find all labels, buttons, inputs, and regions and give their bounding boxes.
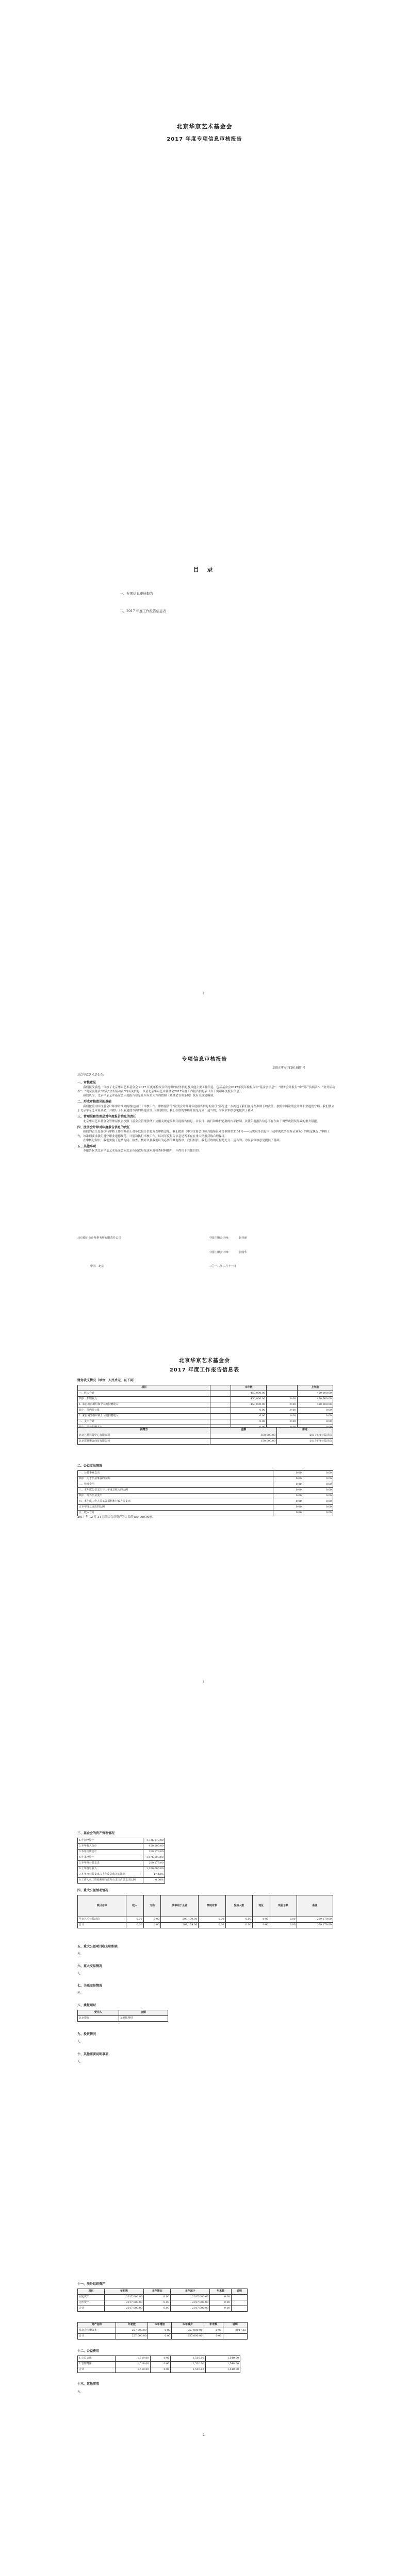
t11-row-cell: 0.00	[144, 2300, 171, 2306]
t2-row-cell: 0.00	[273, 1488, 303, 1494]
t3-row-cell: 1,976,898.00	[143, 1855, 165, 1861]
t6-none: 无。	[77, 1972, 84, 1975]
t2-row-cell: 0.00	[273, 1511, 303, 1516]
t12-row-cell: 1,510.00	[171, 2362, 205, 2367]
t11-row-cell	[231, 2300, 247, 2306]
t11b-col-5: 说明	[223, 2323, 248, 2328]
t11-row-cell: 无形资产	[78, 2300, 105, 2306]
t6-title: 六、重大交易情况	[77, 1964, 103, 1968]
t1-row-cell: 450,000.00	[231, 1397, 267, 1402]
t2-row-cell: 0.00	[303, 1494, 333, 1499]
t11b-row-cell: 0.00	[204, 2334, 223, 2340]
t3-row-cell: 3.本年支出合计	[78, 1850, 143, 1855]
t13-title: 十三、其他事项	[77, 2382, 100, 2386]
t11b-row-cell: 0.00	[204, 2328, 223, 2334]
audit-s1-body2: 我们认为，北京华京艺术基金会年度报告信息在所有重大方面按照《基金会管理条例》及有关规定编制。	[83, 1094, 216, 1097]
t1b-row-cell: 北京富腾聚合商贸有限公司	[78, 1439, 210, 1445]
toc-heading-wrap	[0, 566, 409, 574]
t12-row	[78, 2362, 240, 2367]
t2-row-cell: 0.00	[303, 1505, 333, 1511]
t4-col-8: 备注	[297, 1895, 333, 1917]
t4-row	[78, 1923, 333, 1928]
t2-row-cell: 0.00	[303, 1499, 333, 1505]
audit-s4-body2: 在审核过程中，我们实施了包括询问、检查、核对以及我们认为必要的其他程序。我们相信，我们获取的证据是充分、适当的，为发表审核意见提供了基础。	[83, 1139, 283, 1142]
t4-row-cell: 0.00	[252, 1917, 270, 1923]
info-page-number-1: 1	[203, 1681, 205, 1684]
t2-row	[78, 1471, 333, 1477]
t12-row-cell: 1.公益支出	[78, 2356, 116, 2362]
audit-s1-body: 我们接受委托，审核了北京华京艺术基金会 2017 年度年检报告所提供的财务信息及其他主要工作信息，包括基金会2017年度年检报告中“基金会信息”、“财务会计报告”中“资产负债表”、“业务活动表”、“现金流量表”以及“业务活动表”的有关信息，以及北京华京艺术基金会2017年度工作报告信息表（以下简称年度报告信息）。	[77, 1086, 335, 1093]
t3-table	[77, 1838, 165, 1884]
t3-title: 三、基金会的资产管理情况	[77, 1832, 115, 1835]
t11-header-row	[78, 2289, 248, 2295]
t11b-row-cell: 基金会注册资本	[78, 2328, 116, 2334]
t2-row	[78, 1482, 333, 1488]
t11b-row	[78, 2334, 248, 2340]
t1-table	[77, 1385, 333, 1431]
audit-cpa1-label: 中国注册会计师：	[209, 1236, 231, 1240]
t2-row-cell: 0.00	[303, 1477, 333, 1482]
t12-row-cell: 2.管理费用	[78, 2362, 116, 2367]
t12-row-cell: 1,540.00	[205, 2362, 240, 2367]
t13-none: 无。	[77, 2391, 84, 2394]
t11b-col-4: 年末数	[204, 2323, 223, 2328]
t1b-col-amount: 金额	[210, 1428, 277, 1433]
t1-row-cell: 0.00	[267, 1397, 297, 1402]
t4-col-4: 资助对象	[199, 1895, 225, 1917]
t11-col-4: 年末数	[210, 2289, 231, 2295]
t11b-col-0: 资产名称	[78, 2323, 116, 2328]
t1-row-cell: 450,000.00	[297, 1397, 333, 1402]
t1-row	[78, 1397, 333, 1402]
t2-row-cell: 0.00	[273, 1482, 303, 1488]
t1b-col-purpose: 用途	[277, 1428, 333, 1433]
t11-row-cell: 2017,000.00	[171, 2300, 210, 2306]
t4-title: 四、重大公益活动情况	[77, 1889, 109, 1892]
t12-row-cell: 1,540.00	[205, 2356, 240, 2362]
audit-s5-body: 本报告仅供北京华京艺术基金会向北京市民政局报送年度检查材料使用，不得用于其他目的。	[83, 1149, 202, 1153]
t4-row-cell: 209,179.00	[161, 1923, 199, 1928]
t1-row-cell: 二、支出合计	[78, 1419, 210, 1425]
t1-row-cell: 0.00	[231, 1419, 267, 1425]
t1-row-cell: 1. 来自境内组织和个人的捐赠收入	[78, 1402, 210, 1408]
t4-table	[77, 1895, 333, 1928]
t1-row-cell	[210, 1408, 231, 1414]
t11-row-cell: 0.00	[144, 2306, 171, 2312]
t1b-row-cell: 2017年度公益活动	[277, 1433, 333, 1439]
info-page-number-2: 2	[203, 2433, 205, 2437]
t1b-row	[78, 1439, 333, 1445]
toc-heading: 目 录	[193, 566, 216, 573]
t3-row-cell: 17.43%	[143, 1872, 165, 1878]
t4-row-cell: 209,179.00	[297, 1923, 333, 1928]
t5-none: 无。	[77, 1953, 84, 1956]
t1-row-cell: 0.00	[267, 1408, 297, 1414]
t3-row-cell: 209,179.00	[143, 1850, 165, 1855]
toc-item-2[interactable]: 二、2017 年度工作报告信息表	[120, 609, 167, 613]
t11b-row-cell: 257,000.00	[172, 2328, 204, 2334]
t3-row-cell: 7.本年度公益支出占上年度总收入的比例	[78, 1872, 143, 1878]
t2-row	[78, 1488, 333, 1494]
t11-title: 十一、境外组织资产	[77, 2282, 106, 2286]
t1b-col-donor: 捐赠方	[78, 1428, 210, 1433]
t11-col-2: 本年增加	[144, 2289, 171, 2295]
t1-row-cell: 450,000.00	[231, 1402, 267, 1408]
t1b-table	[77, 1427, 333, 1445]
t4-row-cell: 0.00	[270, 1917, 297, 1923]
t4-row-cell: 0.00	[143, 1923, 161, 1928]
t11-col-3: 本年减少	[171, 2289, 210, 2295]
t8-row-cell: 北京银行	[78, 2016, 119, 2022]
t10-none: 无。	[77, 2060, 84, 2063]
cover-report-title: 2017 年度专项信息审核报告	[167, 136, 242, 142]
t8-row	[78, 2016, 168, 2022]
t10-title: 十、其他需要说明事项	[77, 2053, 109, 2056]
info-header	[0, 1358, 409, 1374]
t1-header-row	[78, 1385, 333, 1391]
t3-row	[78, 1872, 165, 1878]
t11-row-cell	[231, 2295, 247, 2300]
t3-row-cell: 1.年初净资产	[78, 1838, 143, 1844]
cover	[0, 123, 409, 143]
t11b-col-2: 本年增加	[148, 2323, 172, 2328]
t3-row-cell: 8.工作人员工资福利和行政办公支出占总支出比例	[78, 1878, 143, 1884]
t3-row	[78, 1878, 165, 1884]
t1b-row-cell: 150,000.00	[210, 1439, 277, 1445]
t1-row-cell	[210, 1391, 231, 1397]
t3-row	[78, 1844, 165, 1850]
t1b-row-cell: 300,000.00	[210, 1433, 277, 1439]
t4-col-5: 受益人数	[225, 1895, 252, 1917]
audit-title: 专项信息审核报告	[182, 1057, 227, 1062]
audit-s2-body: 我们按照中国注册会计师审计准则的规定执行了审核工作。审核报告的“注册会计师对年度报告信息的责任”部分进一步阐述了我们在这些准则下的责任。按照中国注册会计师职业道德守则，我们独立于北京华京艺术基金会，并履行了职业道德方面的其他责任。我们相信，我们获取的审核证据是充分、适当的，为发表审核意见提供了基础。	[77, 1105, 334, 1112]
audit-s2-title: 二、形成审核意见的基础	[77, 1100, 112, 1104]
t1b-row	[78, 1433, 333, 1439]
audit-body	[77, 1081, 335, 1154]
t11b-header-row	[78, 2323, 248, 2328]
t4-row-cell: 0.00	[225, 1917, 252, 1923]
t2-row	[78, 1477, 333, 1482]
t1-row	[78, 1408, 333, 1414]
t1-row	[78, 1402, 333, 1408]
t2-table	[77, 1470, 333, 1516]
t11-row-cell: 2017,000.00	[104, 2306, 143, 2312]
t4-row-cell: 0.00	[225, 1923, 252, 1928]
t11-row	[78, 2295, 248, 2300]
t11-row-cell: 0.00	[210, 2295, 231, 2300]
t9-title: 九、投资情况	[77, 2032, 96, 2036]
t1-row	[78, 1414, 333, 1419]
t11-col-5: 说明	[231, 2289, 247, 2295]
t1-row-cell: 0.00	[231, 1408, 267, 1414]
t4-header-row	[78, 1895, 333, 1917]
t11b-row-cell: 257,000.00	[116, 2334, 148, 2340]
t11b-row-cell: 0.00	[148, 2328, 172, 2334]
t2-row-cell: 五、收入合计	[78, 1511, 273, 1516]
t8-title: 八、委托理财	[77, 2004, 96, 2007]
t12-title: 十二、公益费用	[77, 2349, 100, 2353]
t2-row-cell: 0.00	[303, 1482, 333, 1488]
info-report: 2017 年度工作报告信息表	[169, 1367, 240, 1373]
t11-row	[78, 2306, 248, 2312]
t11-row-cell: 2017,000.00	[104, 2300, 143, 2306]
t1-row-cell: 0.00	[267, 1419, 297, 1425]
t1-row-cell: 其中：捐赠收入	[78, 1397, 210, 1402]
t11-table	[77, 2289, 248, 2312]
t2-row-cell: 0.00	[273, 1499, 303, 1505]
t11-row-cell: 0.00	[210, 2306, 231, 2312]
t11-row-cell: 0.00	[210, 2300, 231, 2306]
t12-row-cell: 合计	[78, 2367, 116, 2373]
t4-col-6: 地区	[252, 1895, 270, 1917]
t2-row-cell: 一、公益事业支出	[78, 1471, 273, 1477]
t11-row-cell: 合计	[78, 2306, 105, 2312]
t4-col-0: 项目名称	[78, 1895, 126, 1917]
t11b-row	[78, 2328, 248, 2334]
t7-none: 无。	[77, 1992, 84, 1995]
t1-row-cell: 450,000.00	[297, 1402, 333, 1408]
t4-col-2: 支出	[143, 1895, 161, 1917]
t9-none: 无。	[77, 2040, 84, 2043]
t1-row-cell: 0.00	[267, 1402, 297, 1408]
t4-row-cell: 0.00	[252, 1923, 270, 1928]
t2-row	[78, 1499, 333, 1505]
t11-row	[78, 2300, 248, 2306]
t11b-col-1: 年初数	[116, 2323, 148, 2328]
t3-row-cell: 450,000.00	[143, 1844, 165, 1850]
t3-row-cell: 1,736,077.00	[143, 1838, 165, 1844]
t8-col-0: 受托人	[78, 2010, 119, 2016]
t4-col-7: 项目总额	[270, 1895, 297, 1917]
t4-row-cell: 0.00	[270, 1923, 297, 1928]
t2-row	[78, 1505, 333, 1511]
t2-row-cell: 其中：境外公益支出	[78, 1494, 273, 1499]
t2-row-cell: 0.00	[273, 1494, 303, 1499]
t2-row-cell: 0.00	[273, 1471, 303, 1477]
t1-row-cell	[210, 1414, 231, 1419]
t1-row	[78, 1391, 333, 1397]
t12-row	[78, 2367, 240, 2373]
t3-row	[78, 1850, 165, 1855]
toc-item-1[interactable]: 一、专项信息审核报告	[120, 591, 153, 596]
t11b-row-cell: 257,000.00	[116, 2328, 148, 2334]
t3-row	[78, 1867, 165, 1872]
t4-col-3: 其中用于公益	[161, 1895, 199, 1917]
t11-row-cell: 0.00	[144, 2295, 171, 2300]
audit-date: 二〇一八年二月十一日	[209, 1265, 236, 1268]
t12-row-cell: 1,540.00	[205, 2367, 240, 2373]
info-org: 北京华京艺术基金会	[179, 1358, 230, 1364]
t2-row	[78, 1494, 333, 1499]
t11-row-cell: 2017,000.00	[171, 2306, 210, 2312]
t3-row	[78, 1838, 165, 1844]
t1-row-cell: 450,000.00	[231, 1391, 267, 1397]
t1-row-cell: 一、收入合计	[78, 1391, 210, 1397]
t12-row-cell: 1,510.00	[116, 2356, 150, 2362]
audit-ref: 京德正审专字[2018]第 号	[272, 1066, 306, 1070]
audit-s5-title: 五、其他事项	[77, 1144, 96, 1148]
t1-row-cell: 0.00	[297, 1408, 333, 1414]
t11-col-0: 项目	[78, 2289, 105, 2295]
t4-row-cell: 209,179.00	[297, 1917, 333, 1923]
t2-row-cell: 0.00	[273, 1505, 303, 1511]
t1-row-cell: 0.00	[231, 1414, 267, 1419]
t2-row-cell: 三、本年度公益支出与上年度总收入的比例	[78, 1488, 273, 1494]
t2-row-cell: 占本年度总支出的比例	[78, 1505, 273, 1511]
audit-s4-body: 我们的责任是在执行审核工作的基础上对年度报告信息发表审核意见。我们按照《中国注册会计师其他鉴证业务准则第3101号——历史财务信息审计或审阅以外的鉴证业务》的规定执行了审核工作，该准则要求我们遵守职业道德规范，计划和执行审核工作，以对年度报告信息是否不存在重大错报获取合理保证。	[77, 1130, 330, 1138]
toc-page-number: 1	[203, 992, 205, 995]
t2-row-cell: 0.00	[273, 1477, 303, 1482]
t8-header-row	[78, 2010, 168, 2016]
t1b-row-cell: 北京艺德科贸中心有限公司	[78, 1433, 210, 1439]
audit-s4-title: 四、注册会计师对年度报告信息的责任	[77, 1125, 130, 1129]
t11b-col-3: 本年减少	[172, 2323, 204, 2328]
t12-row-cell: 1,510.00	[116, 2367, 150, 2373]
t3-row-cell: 2.本年收入合计	[78, 1844, 143, 1850]
t1-row-cell: 其中：境内非公募	[78, 1408, 210, 1414]
t11b-row-cell: 2017.12	[223, 2328, 248, 2334]
t2-row-cell: 其中：用于公益事业的支出	[78, 1477, 273, 1482]
t11b-row-cell: 257,000.00	[172, 2334, 204, 2340]
t4-row-cell: 0.00	[199, 1923, 225, 1928]
t4-row-cell: 0.00	[199, 1917, 225, 1923]
t12-row-cell: 0.00	[150, 2367, 171, 2373]
t12-row-cell: 0.00	[150, 2356, 171, 2362]
t4-col-1: 收入	[126, 1895, 143, 1917]
t8-row-cell: 无委托理财	[119, 2016, 168, 2022]
t1-col-item: 项目	[78, 1385, 210, 1391]
audit-city: 中国 · 北京	[90, 1265, 104, 1268]
t1-row-cell: 450,000.00	[297, 1391, 333, 1397]
audit-s3-title: 三、管理层和治理层对年度报告信息的责任	[77, 1114, 137, 1118]
t12-row-cell: 0.00	[150, 2362, 171, 2367]
t1-row-cell: 0.00	[267, 1414, 297, 1419]
t1-title: 财务收支情况（单位：人民币元，以下同）	[77, 1379, 137, 1382]
t3-row-cell: 209,179.00	[143, 1861, 165, 1867]
t2-title: 二、公益支出情况	[77, 1464, 103, 1468]
t8-col-1: 金额	[119, 2010, 168, 2016]
t4-row-cell: 209,179.00	[161, 1917, 199, 1923]
t1-row-cell	[210, 1397, 231, 1402]
t2-row-cell: 0.00	[303, 1511, 333, 1516]
t12-row-cell: 1,510.00	[171, 2367, 205, 2373]
t7-title: 七、关联交易情况	[77, 1984, 103, 1988]
t1-col-prior: 上年数	[297, 1385, 333, 1391]
t1b-row-cell: 2017年度公益活动	[277, 1439, 333, 1445]
audit-addressee: 北京华京艺术基金会：	[77, 1074, 106, 1077]
t4-row-cell: 0.00	[143, 1917, 161, 1923]
t4-row-cell: 0.00	[126, 1923, 143, 1928]
t11-row-cell: 固定资产	[78, 2295, 105, 2300]
t11-row-cell: 2017,000.00	[104, 2295, 143, 2300]
t2-row-cell: 四、本年度工作人员工资福利和行政办公支出	[78, 1499, 273, 1505]
t1-col-current: 本年数	[231, 1385, 267, 1391]
audit-cpa1-name: 赵佳丽	[239, 1236, 247, 1240]
t1-row	[78, 1419, 333, 1425]
t3-row-cell: 5.本年度公益支出	[78, 1861, 143, 1867]
t4-row-cell: 0.00	[126, 1917, 143, 1923]
t1-row-cell	[267, 1391, 297, 1397]
audit-firm: 北京德正会计师事务所有限责任公司	[77, 1236, 121, 1240]
t1-row-cell: 2. 来自境外组织和个人的捐赠收入	[78, 1414, 210, 1419]
t3-row-cell: 4.年末净资产	[78, 1855, 143, 1861]
t11-col-1: 年初数	[104, 2289, 143, 2295]
audit-s3-body: 北京华京艺术基金会管理层负责按照《基金会管理条例》及相关规定编制年度报告信息，并设计、执行和维护必要的内部控制，以使年度报告信息不存在由于舞弊或错误导致的重大错报。	[83, 1120, 320, 1123]
t3-row	[78, 1861, 165, 1867]
t12-row-cell: 1,510.00	[171, 2356, 205, 2362]
t12-row	[78, 2356, 240, 2362]
t2-row	[78, 1511, 333, 1516]
t1-row-cell	[210, 1419, 231, 1425]
audit-cpa2-label: 中国注册会计师：	[209, 1251, 231, 1254]
t2-row-cell: 0.00	[303, 1488, 333, 1494]
t1-row-cell: 0.00	[297, 1414, 333, 1419]
t12-row-cell: 1,510.00	[116, 2362, 150, 2367]
t2-note: 2017 年 12 月 31 日基金会总资产为人民币450,000.00元。	[77, 1516, 155, 1519]
t3-row-cell: 0.00%	[143, 1878, 165, 1884]
t1b-header-row	[78, 1428, 333, 1433]
t11b-row-cell	[223, 2334, 248, 2340]
t11-row-cell	[231, 2306, 247, 2312]
t5-title: 五、重大公益项目收支明细表	[77, 1945, 118, 1948]
t2-row-cell: 二、管理费用	[78, 1482, 273, 1488]
t3-row-cell: 6.上年度总收入	[78, 1867, 143, 1872]
t11b-row-cell: 0.00	[148, 2334, 172, 2340]
t11b-table	[77, 2322, 248, 2340]
t8-table	[77, 2010, 168, 2022]
t2-row-cell: 0.00	[303, 1471, 333, 1477]
t4-row-cell: 华京艺术公益活动	[78, 1917, 126, 1923]
audit-cpa2-name: 张国华	[239, 1251, 247, 1254]
t1-row-cell	[210, 1402, 231, 1408]
audit-title-wrap	[0, 1056, 409, 1064]
t11b-row-cell: 合计	[78, 2334, 116, 2340]
t11-row-cell: 2017,000.00	[171, 2295, 210, 2300]
t12-table	[77, 2355, 240, 2373]
cover-org: 北京华京艺术基金会	[176, 123, 233, 130]
t1-row-cell: 0.00	[297, 1419, 333, 1425]
audit-s1-title: 一、审核意见	[77, 1081, 96, 1084]
t3-row	[78, 1855, 165, 1861]
t3-row-cell: 1,200,000.00	[143, 1867, 165, 1872]
t4-row-cell: 合计	[78, 1923, 126, 1928]
t4-row	[78, 1917, 333, 1923]
